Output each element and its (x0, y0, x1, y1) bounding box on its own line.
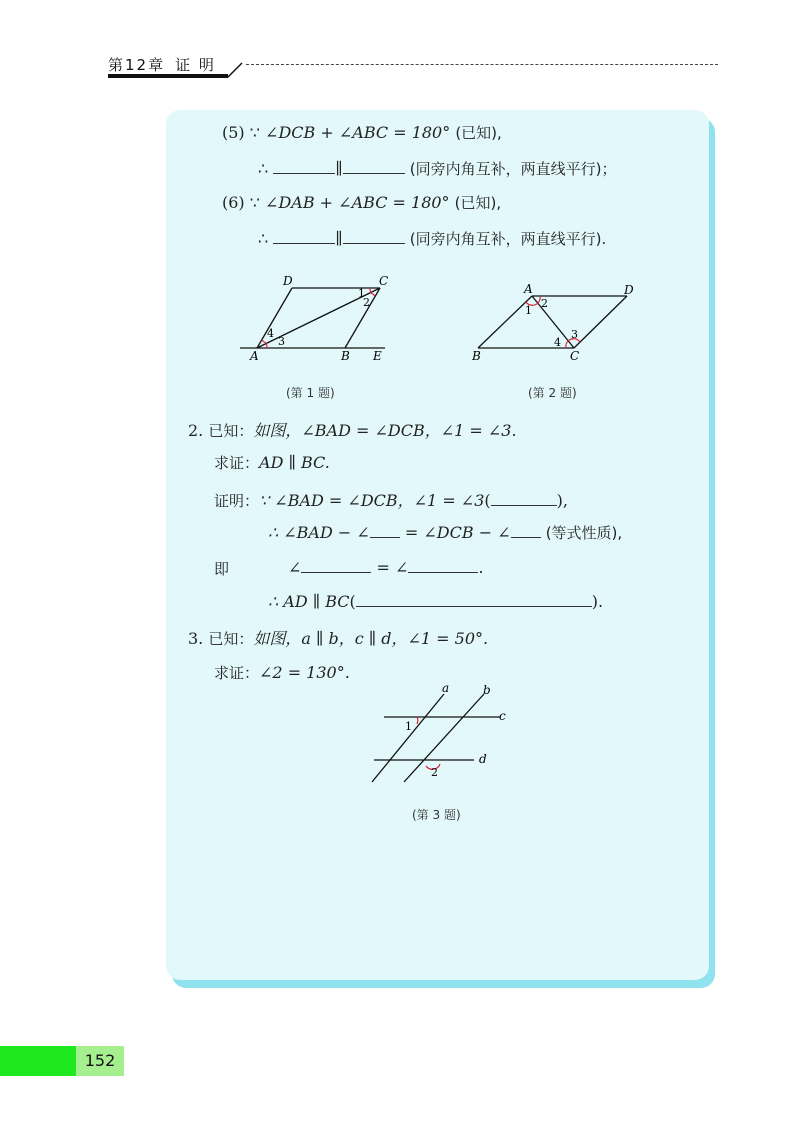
answer-blank[interactable] (273, 229, 335, 244)
figure-1 (230, 268, 400, 368)
problem-3-given: 3. 已知：如图，a ∥ b，c ∥ d，∠1 = 50°. (188, 629, 489, 648)
page-number: 152 (76, 1046, 124, 1076)
label-C: C (379, 274, 389, 288)
label-A: A (250, 349, 259, 363)
angle-mark (370, 288, 371, 293)
label-D: D (624, 283, 634, 297)
page-number-bar (0, 1046, 76, 1076)
angle-mark (566, 341, 568, 348)
problem-2-proof-line-3: 即 (214, 560, 230, 578)
answer-blank[interactable] (491, 491, 557, 506)
problem-2-prove: 求证：AD ∥ BC. (214, 453, 330, 472)
label-A: A (524, 282, 533, 296)
figure-3-caption: (第 3 题) (412, 808, 461, 822)
label-C: C (570, 349, 580, 363)
label-2: 2 (363, 296, 370, 309)
p5-line2: ∴ ∥ (同旁内角互补，两直线平行)； (258, 159, 617, 178)
answer-blank[interactable] (301, 558, 371, 573)
figure-3 (362, 682, 512, 786)
header-dashed-line (246, 64, 718, 65)
p5-line1: (5) ∵ ∠DCB + ∠ABC = 180° (已知), (222, 123, 502, 142)
p6-line2: ∴ ∥ (同旁内角互补，两直线平行). (258, 229, 607, 248)
chapter-title: 第12章 证 明 (108, 56, 216, 74)
label-b: b (483, 683, 491, 697)
header-rule (108, 74, 228, 78)
angle-mark (538, 296, 540, 303)
segment-BA (478, 296, 532, 348)
diagonal-AC (532, 296, 574, 348)
label-E: E (373, 349, 382, 363)
problem-2-proof-line-3-expr: ∠ = ∠ . (288, 558, 484, 577)
label-D: D (283, 274, 293, 288)
page-header (108, 52, 718, 82)
label-d: d (479, 752, 487, 766)
label-3: 3 (278, 335, 285, 348)
figure-2 (462, 282, 642, 370)
label-B: B (472, 349, 481, 363)
label-B: B (341, 349, 350, 363)
line-b (404, 694, 484, 782)
p6-line1: (6) ∵ ∠DAB + ∠ABC = 180° (已知), (222, 193, 502, 212)
problem-2-proof-line-2: ∴ ∠BAD − ∠ = ∠DCB − ∠ (等式性质), (268, 523, 623, 542)
label-1: 1 (358, 287, 365, 300)
angle-mark (371, 293, 375, 296)
answer-blank[interactable] (273, 159, 335, 174)
angle-mark-1 (417, 717, 418, 724)
answer-blank[interactable] (511, 523, 541, 538)
label-c: c (499, 709, 506, 723)
header-slant (226, 60, 244, 78)
label-2: 2 (541, 297, 548, 310)
answer-blank[interactable] (370, 523, 400, 538)
segment-DC (574, 296, 627, 348)
problem-2-proof-line-1: 证明：∵ ∠BAD = ∠DCB，∠1 = ∠3( ), (214, 491, 568, 510)
label-4: 4 (267, 327, 274, 340)
problem-2-given: 2. 已知：如图，∠BAD = ∠DCB，∠1 = ∠3. (188, 421, 517, 440)
label-2: 2 (431, 766, 438, 779)
label-1: 1 (405, 720, 412, 733)
answer-blank[interactable] (356, 592, 592, 607)
angle-mark (266, 343, 267, 348)
problem-3-prove: 求证：∠2 = 130°. (214, 663, 350, 682)
answer-blank[interactable] (408, 558, 478, 573)
figure-2-caption: (第 2 题) (528, 386, 577, 400)
figure-1-caption: (第 1 题) (286, 386, 335, 400)
answer-blank[interactable] (343, 159, 405, 174)
label-3: 3 (571, 328, 578, 341)
answer-blank[interactable] (343, 229, 405, 244)
label-1: 1 (525, 304, 532, 317)
angle-mark (262, 340, 266, 343)
label-4: 4 (554, 336, 561, 349)
problem-2-proof-line-4: ∴ AD ∥ BC( ). (268, 592, 604, 611)
label-a: a (442, 682, 450, 695)
